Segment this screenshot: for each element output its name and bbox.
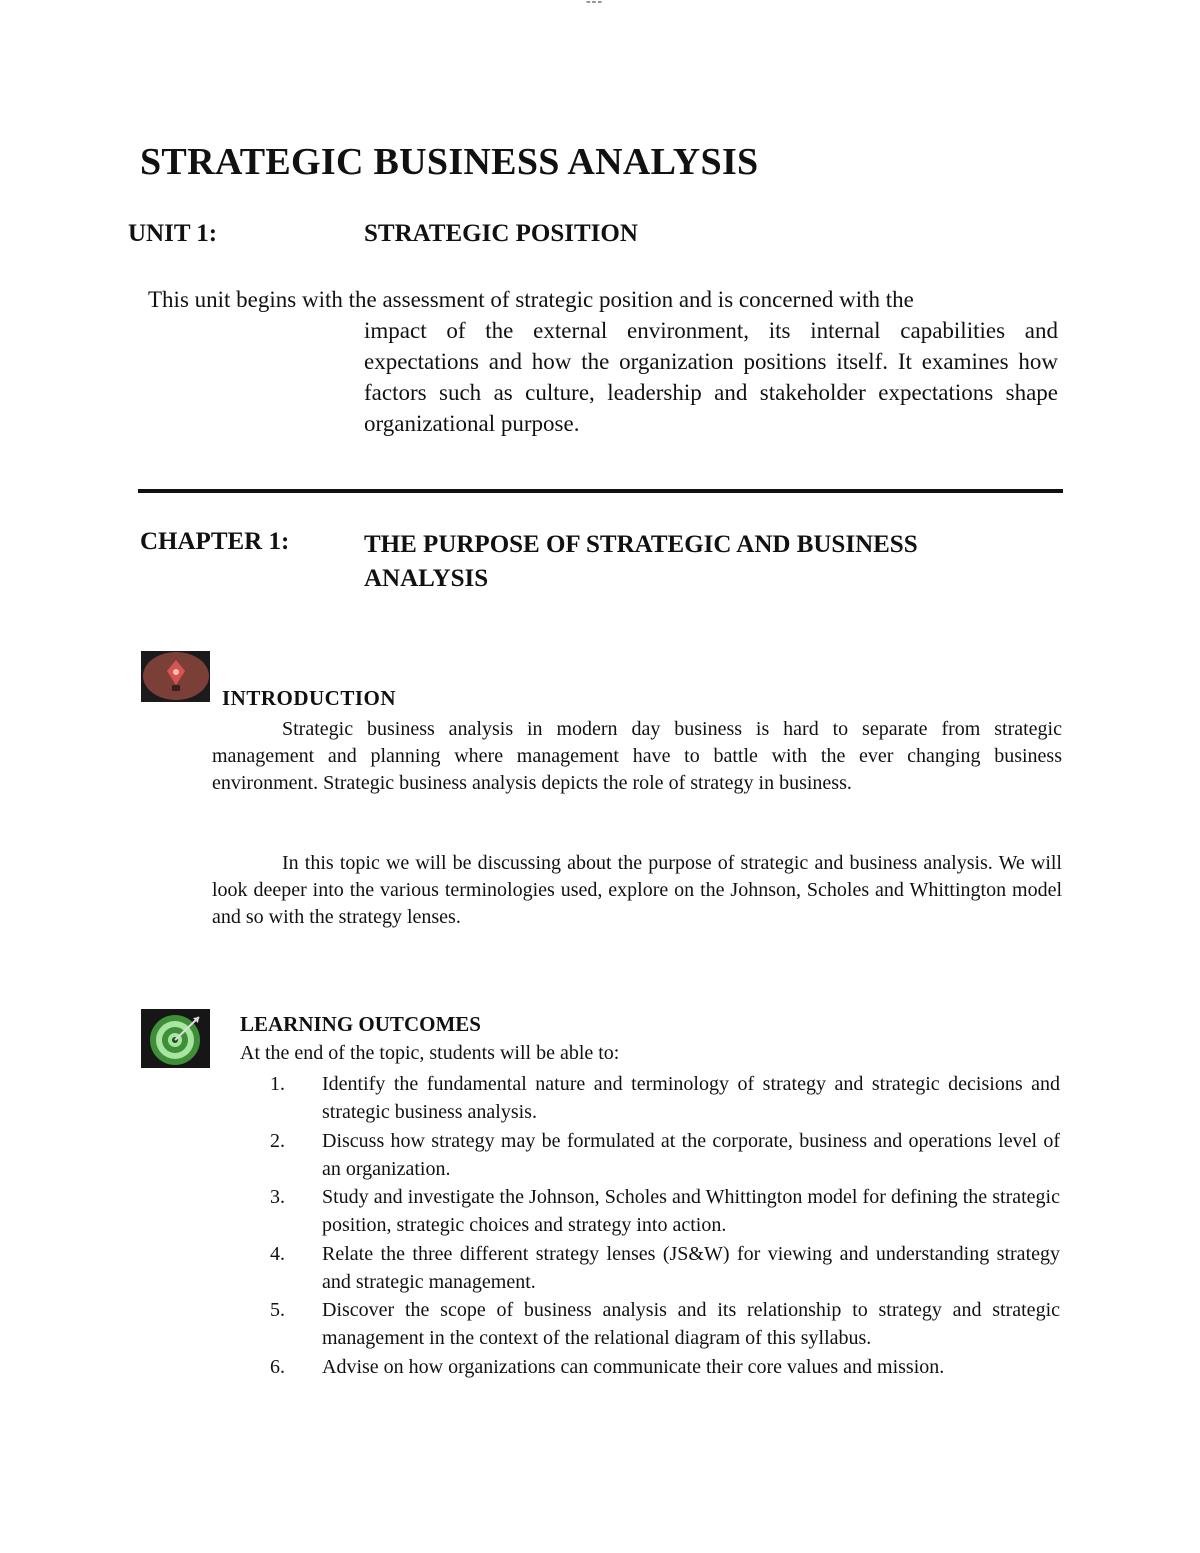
list-item-number: 2. <box>270 1129 285 1152</box>
chapter-label: CHAPTER 1: <box>140 528 290 555</box>
learning-outcomes-list <box>262 1070 1060 1381</box>
unit-description-first-line: This unit begins with the assessment of strategic position and is concerned with the <box>148 287 914 312</box>
list-item-number: 4. <box>270 1242 285 1265</box>
learning-outcomes-heading: LEARNING OUTCOMES <box>240 1012 481 1036</box>
list-item-text: Relate the three different strategy lenses (JS&W) for viewing and understanding strategy and strategic management. <box>322 1242 1060 1293</box>
list-item-text: Discuss how strategy may be formulated at the corporate, business and operations level of an organization. <box>322 1129 1060 1180</box>
list-item-number: 3. <box>270 1186 285 1208</box>
list-item <box>262 1070 1060 1126</box>
introduction-paragraph-2 <box>212 850 1062 931</box>
unit-description <box>148 284 1058 439</box>
list-item <box>262 1353 1060 1381</box>
list-item-text: Study and investigate the Johnson, Scholes and Whittington model for defining the strategic position, strategic choices and strategy into action. <box>322 1186 1060 1236</box>
list-item-number: 1. <box>270 1073 285 1095</box>
unit-title: STRATEGIC POSITION <box>364 220 638 247</box>
list-item-text: Discover the scope of business analysis and its relationship to strategy and strategic management in the context of the relational diagram of this syllabus. <box>322 1299 1060 1349</box>
list-item <box>262 1240 1060 1296</box>
list-item-text: Advise on how organizations can communicate their core values and mission. <box>322 1355 945 1378</box>
introduction-paragraph-1-text: Strategic business analysis in modern day business is hard to separate from strategic management and planning where management have to battle with the ever changing business environment. Strategic business analysis depicts the role of strategy in business. <box>212 718 1062 794</box>
page-header-mark: --- <box>586 0 603 9</box>
pen-nib-icon <box>141 651 210 702</box>
unit-description-rest: impact of the external environment, its internal capabilities and expectations and how the organization positions itself. It examines how factors such as culture, leadership and stakeholder expectations shape organizational purpose. <box>364 318 1058 436</box>
document-title: STRATEGIC BUSINESS ANALYSIS <box>140 141 759 183</box>
list-item <box>262 1183 1060 1239</box>
introduction-paragraph-1 <box>212 716 1062 797</box>
section-divider <box>138 489 1063 493</box>
list-item <box>262 1296 1060 1352</box>
list-item-number: 6. <box>270 1355 285 1378</box>
list-item-number: 5. <box>270 1299 285 1321</box>
unit-label: UNIT 1: <box>128 220 218 247</box>
introduction-heading: INTRODUCTION <box>222 686 397 710</box>
list-item-text: Identify the fundamental nature and terminology of strategy and strategic decisions and strategic business analysis. <box>322 1073 1060 1123</box>
list-item <box>262 1127 1060 1183</box>
target-icon <box>141 1009 210 1068</box>
learning-outcomes-intro: At the end of the topic, students will be able to: <box>240 1042 620 1064</box>
introduction-paragraph-2-text: In this topic we will be discussing about the purpose of strategic and business analysis. We will look deeper into the various terminologies used, explore on the Johnson, Scholes and Whittington model and so with the strategy lenses. <box>212 852 1062 928</box>
chapter-title: THE PURPOSE OF STRATEGIC AND BUSINESS ANALYSIS <box>364 531 918 592</box>
